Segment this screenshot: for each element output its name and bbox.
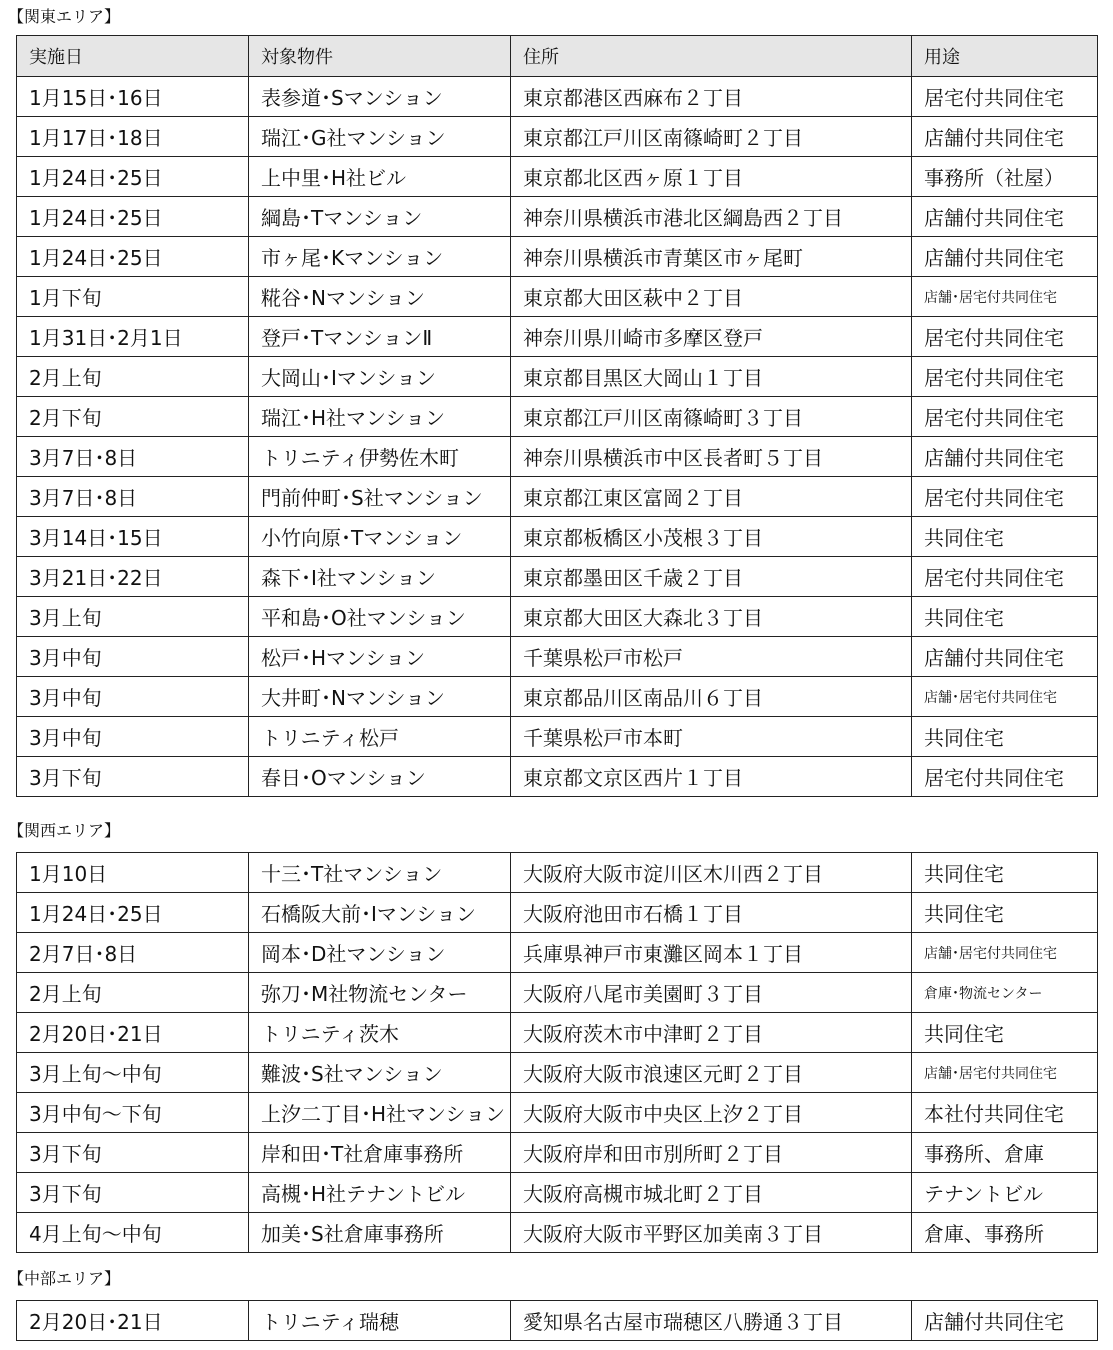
- date-cell: 1月24日･25日: [17, 237, 249, 277]
- date-cell: 1月17日･18日: [17, 117, 249, 157]
- date-cell: 2月7日･8日: [17, 933, 249, 973]
- property-cell: 瑞江･G社マンション: [249, 117, 511, 157]
- property-cell: 登戸･TマンションⅡ: [249, 317, 511, 357]
- date-cell: 1月24日･25日: [17, 197, 249, 237]
- table-row: [17, 1213, 1098, 1253]
- table-header: [17, 36, 1098, 77]
- address-cell: 東京都品川区南品川６丁目: [511, 677, 912, 717]
- address-cell: 東京都江東区富岡２丁目: [511, 477, 912, 517]
- usage-cell: 本社付共同住宅: [912, 1093, 1098, 1133]
- usage-cell: 店舗付共同住宅: [912, 117, 1098, 157]
- date-cell: 3月上旬: [17, 597, 249, 637]
- table-row: [17, 717, 1098, 757]
- usage-cell: 事務所（社屋）: [912, 157, 1098, 197]
- property-cell: 表参道･Sマンション: [249, 77, 511, 117]
- address-cell: 大阪府大阪市淀川区木川西２丁目: [511, 853, 912, 893]
- address-cell: 大阪府八尾市美園町３丁目: [511, 973, 912, 1013]
- table-row: [17, 77, 1098, 117]
- chubu-rows: [17, 1301, 1098, 1341]
- usage-cell: 居宅付共同住宅: [912, 317, 1098, 357]
- usage-cell: 居宅付共同住宅: [912, 557, 1098, 597]
- address-cell: 神奈川県横浜市青葉区市ヶ尾町: [511, 237, 912, 277]
- property-cell: 岸和田･T社倉庫事務所: [249, 1133, 511, 1173]
- date-cell: 1月24日･25日: [17, 893, 249, 933]
- property-cell: 糀谷･Nマンション: [249, 277, 511, 317]
- table-row: [17, 1053, 1098, 1093]
- table-row: [17, 637, 1098, 677]
- address-cell: 千葉県松戸市本町: [511, 717, 912, 757]
- table-row: [17, 317, 1098, 357]
- usage-cell: 店舗･居宅付共同住宅: [912, 677, 1098, 717]
- property-cell: 十三･T社マンション: [249, 853, 511, 893]
- date-cell: 3月7日･8日: [17, 477, 249, 517]
- date-cell: 3月下旬: [17, 1173, 249, 1213]
- usage-cell: 店舗付共同住宅: [912, 1301, 1098, 1341]
- date-cell: 2月20日･21日: [17, 1301, 249, 1341]
- property-cell: 門前仲町･S社マンション: [249, 477, 511, 517]
- table-row: [17, 1301, 1098, 1341]
- col-header-address: 住所: [511, 36, 912, 77]
- table-row: [17, 677, 1098, 717]
- section-label-kanto: 【関東エリア】: [8, 7, 121, 26]
- date-cell: 3月7日･8日: [17, 437, 249, 477]
- address-cell: 神奈川県横浜市中区長者町５丁目: [511, 437, 912, 477]
- table-row: [17, 853, 1098, 893]
- address-cell: 大阪府高槻市城北町２丁目: [511, 1173, 912, 1213]
- property-cell: トリニティ瑞穂: [249, 1301, 511, 1341]
- address-cell: 兵庫県神戸市東灘区岡本１丁目: [511, 933, 912, 973]
- table-row: [17, 517, 1098, 557]
- property-cell: 小竹向原･Tマンション: [249, 517, 511, 557]
- property-cell: 平和島･O社マンション: [249, 597, 511, 637]
- usage-cell: 居宅付共同住宅: [912, 477, 1098, 517]
- address-cell: 大阪府大阪市中央区上汐２丁目: [511, 1093, 912, 1133]
- property-cell: 森下･I社マンション: [249, 557, 511, 597]
- date-cell: 3月下旬: [17, 757, 249, 797]
- usage-cell: 居宅付共同住宅: [912, 757, 1098, 797]
- address-cell: 東京都大田区大森北３丁目: [511, 597, 912, 637]
- address-cell: 神奈川県横浜市港北区綱島西２丁目: [511, 197, 912, 237]
- address-cell: 東京都北区西ヶ原１丁目: [511, 157, 912, 197]
- usage-cell: 共同住宅: [912, 1013, 1098, 1053]
- kansai-table: [16, 852, 1098, 1253]
- table-row: [17, 277, 1098, 317]
- usage-cell: 共同住宅: [912, 893, 1098, 933]
- usage-cell: 倉庫･物流センター: [912, 973, 1098, 1013]
- table-row: [17, 557, 1098, 597]
- property-cell: 春日･Oマンション: [249, 757, 511, 797]
- table-row: [17, 157, 1098, 197]
- property-cell: トリニティ茨木: [249, 1013, 511, 1053]
- table-row: [17, 757, 1098, 797]
- usage-cell: 倉庫、事務所: [912, 1213, 1098, 1253]
- address-cell: 東京都大田区萩中２丁目: [511, 277, 912, 317]
- property-cell: 綱島･Tマンション: [249, 197, 511, 237]
- address-cell: 東京都墨田区千歳２丁目: [511, 557, 912, 597]
- table-row: [17, 397, 1098, 437]
- usage-cell: 居宅付共同住宅: [912, 397, 1098, 437]
- table-row: [17, 437, 1098, 477]
- date-cell: 3月14日･15日: [17, 517, 249, 557]
- property-cell: 高槻･H社テナントビル: [249, 1173, 511, 1213]
- table-row: [17, 477, 1098, 517]
- property-cell: 石橋阪大前･Iマンション: [249, 893, 511, 933]
- usage-cell: 店舗付共同住宅: [912, 197, 1098, 237]
- table-row: [17, 117, 1098, 157]
- table-row: [17, 1133, 1098, 1173]
- address-cell: 大阪府大阪市平野区加美南３丁目: [511, 1213, 912, 1253]
- address-cell: 大阪府茨木市中津町２丁目: [511, 1013, 912, 1053]
- address-cell: 大阪府池田市石橋１丁目: [511, 893, 912, 933]
- address-cell: 千葉県松戸市松戸: [511, 637, 912, 677]
- date-cell: 1月31日･2月1日: [17, 317, 249, 357]
- date-cell: 2月20日･21日: [17, 1013, 249, 1053]
- property-cell: 市ヶ尾･Kマンション: [249, 237, 511, 277]
- table-row: [17, 597, 1098, 637]
- address-cell: 東京都江戸川区南篠崎町２丁目: [511, 117, 912, 157]
- property-cell: 岡本･D社マンション: [249, 933, 511, 973]
- usage-cell: 事務所、倉庫: [912, 1133, 1098, 1173]
- address-cell: 愛知県名古屋市瑞穂区八勝通３丁目: [511, 1301, 912, 1341]
- table-row: [17, 197, 1098, 237]
- property-cell: 上中里･H社ビル: [249, 157, 511, 197]
- chubu-table: [16, 1300, 1098, 1341]
- property-cell: 加美･S社倉庫事務所: [249, 1213, 511, 1253]
- usage-cell: 居宅付共同住宅: [912, 77, 1098, 117]
- kanto-rows: [17, 77, 1098, 797]
- property-cell: 上汐二丁目･H社マンション: [249, 1093, 511, 1133]
- usage-cell: 居宅付共同住宅: [912, 357, 1098, 397]
- property-cell: トリニティ松戸: [249, 717, 511, 757]
- col-header-property: 対象物件: [249, 36, 511, 77]
- date-cell: 2月上旬: [17, 357, 249, 397]
- date-cell: 2月下旬: [17, 397, 249, 437]
- address-cell: 神奈川県川崎市多摩区登戸: [511, 317, 912, 357]
- address-cell: 大阪府大阪市浪速区元町２丁目: [511, 1053, 912, 1093]
- table-row: [17, 1173, 1098, 1213]
- table-row: [17, 1013, 1098, 1053]
- date-cell: 3月中旬～下旬: [17, 1093, 249, 1133]
- address-cell: 大阪府岸和田市別所町２丁目: [511, 1133, 912, 1173]
- property-cell: 弥刀･M社物流センター: [249, 973, 511, 1013]
- date-cell: 3月中旬: [17, 677, 249, 717]
- address-cell: 東京都文京区西片１丁目: [511, 757, 912, 797]
- address-cell: 東京都板橋区小茂根３丁目: [511, 517, 912, 557]
- col-header-date: 実施日: [17, 36, 249, 77]
- header-row: [17, 36, 1098, 77]
- address-cell: 東京都江戸川区南篠崎町３丁目: [511, 397, 912, 437]
- usage-cell: 店舗付共同住宅: [912, 437, 1098, 477]
- usage-cell: 店舗･居宅付共同住宅: [912, 1053, 1098, 1093]
- col-header-usage: 用途: [912, 36, 1098, 77]
- kanto-table: [16, 35, 1098, 797]
- table-row: [17, 357, 1098, 397]
- date-cell: 3月下旬: [17, 1133, 249, 1173]
- property-cell: 大井町･Nマンション: [249, 677, 511, 717]
- usage-cell: 店舗付共同住宅: [912, 637, 1098, 677]
- usage-cell: 店舗付共同住宅: [912, 237, 1098, 277]
- date-cell: 1月10日: [17, 853, 249, 893]
- table-row: [17, 237, 1098, 277]
- kansai-rows: [17, 853, 1098, 1253]
- usage-cell: 店舗･居宅付共同住宅: [912, 277, 1098, 317]
- table-row: [17, 933, 1098, 973]
- usage-cell: 共同住宅: [912, 517, 1098, 557]
- date-cell: 1月下旬: [17, 277, 249, 317]
- property-cell: 松戸･Hマンション: [249, 637, 511, 677]
- table-row: [17, 1093, 1098, 1133]
- date-cell: 2月上旬: [17, 973, 249, 1013]
- usage-cell: テナントビル: [912, 1173, 1098, 1213]
- date-cell: 1月15日･16日: [17, 77, 249, 117]
- usage-cell: 共同住宅: [912, 853, 1098, 893]
- usage-cell: 共同住宅: [912, 597, 1098, 637]
- property-cell: 難波･S社マンション: [249, 1053, 511, 1093]
- date-cell: 3月中旬: [17, 637, 249, 677]
- date-cell: 3月21日･22日: [17, 557, 249, 597]
- section-label-chubu: 【中部エリア】: [8, 1269, 121, 1288]
- section-label-kansai: 【関西エリア】: [8, 821, 121, 840]
- table-row: [17, 893, 1098, 933]
- address-cell: 東京都港区西麻布２丁目: [511, 77, 912, 117]
- usage-cell: 店舗･居宅付共同住宅: [912, 933, 1098, 973]
- date-cell: 4月上旬～中旬: [17, 1213, 249, 1253]
- address-cell: 東京都目黒区大岡山１丁目: [511, 357, 912, 397]
- property-cell: 大岡山･Iマンション: [249, 357, 511, 397]
- property-cell: トリニティ伊勢佐木町: [249, 437, 511, 477]
- table-row: [17, 973, 1098, 1013]
- property-cell: 瑞江･H社マンション: [249, 397, 511, 437]
- usage-cell: 共同住宅: [912, 717, 1098, 757]
- date-cell: 3月中旬: [17, 717, 249, 757]
- date-cell: 1月24日･25日: [17, 157, 249, 197]
- date-cell: 3月上旬～中旬: [17, 1053, 249, 1093]
